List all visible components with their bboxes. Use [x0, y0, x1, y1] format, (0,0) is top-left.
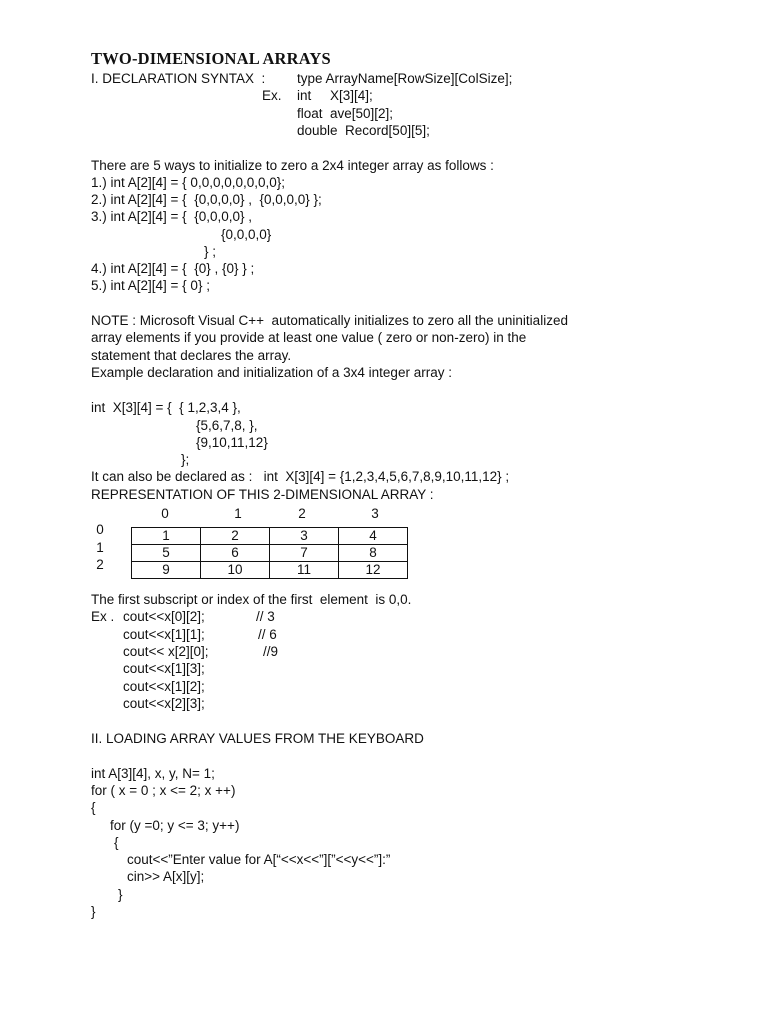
- example-code: int X[3][4] = { { 1,2,3,4 },: [91, 400, 241, 415]
- init-way: 1.) int A[2][4] = { 0,0,0,0,0,0,0,0};: [91, 175, 286, 190]
- table-cell: 8: [339, 545, 408, 562]
- column-index: 2: [298, 506, 306, 521]
- declaration-example: int X[3][4];: [297, 88, 373, 103]
- init-way-continued: } ;: [204, 244, 217, 259]
- column-index: 1: [234, 506, 242, 521]
- table-cell: 7: [270, 545, 339, 562]
- table-cell: 3: [270, 528, 339, 545]
- table-cell: 4: [339, 528, 408, 545]
- code-line: cout<<”Enter value for A[“<<x<<”][”<<y<<”]:”: [127, 852, 391, 867]
- table-cell: 2: [201, 528, 270, 545]
- note-text: array elements if you provide at least one value ( zero or non-zero) in the: [91, 330, 527, 345]
- example-label: Ex .: [91, 609, 115, 624]
- note-text: NOTE : Microsoft Visual C++ automatically initializes to zero all the uninitialized: [91, 313, 568, 328]
- example-code: {9,10,11,12}: [196, 435, 268, 450]
- init-way: 2.) int A[2][4] = { {0,0,0,0} , {0,0,0,0} };: [91, 192, 322, 207]
- code-line: {: [91, 800, 96, 815]
- example-code: {5,6,7,8, },: [196, 418, 258, 433]
- cout-line: cout<<x[1][1];: [123, 627, 205, 642]
- row-index: 2: [96, 557, 104, 572]
- code-line: }: [118, 887, 123, 902]
- table-cell: 9: [132, 562, 201, 579]
- init-way: 4.) int A[2][4] = { {0} , {0} } ;: [91, 261, 255, 276]
- section-heading: II. LOADING ARRAY VALUES FROM THE KEYBOARD: [91, 731, 424, 746]
- code-line: }: [91, 904, 96, 919]
- declaration-syntax: type ArrayName[RowSize][ColSize];: [297, 71, 513, 86]
- subscript-text: The first subscript or index of the first element is 0,0.: [91, 592, 412, 607]
- table-cell: 10: [201, 562, 270, 579]
- table-cell: 11: [270, 562, 339, 579]
- example-label: Ex.: [262, 88, 282, 103]
- init-intro: There are 5 ways to initialize to zero a 2x4 integer array as follows :: [91, 158, 494, 173]
- example-code: };: [181, 452, 190, 467]
- cout-line: cout<<x[0][2];: [123, 609, 205, 624]
- code-line: cin>> A[x][y];: [127, 869, 205, 884]
- page-title: TWO-DIMENSIONAL ARRAYS: [91, 49, 331, 68]
- code-line: for (y =0; y <= 3; y++): [110, 818, 240, 833]
- example-intro: Example declaration and initialization of a 3x4 integer array :: [91, 365, 452, 380]
- table-row: [132, 545, 408, 562]
- column-index: 3: [371, 506, 379, 521]
- note-text: statement that declares the array.: [91, 348, 292, 363]
- table-cell: 5: [132, 545, 201, 562]
- cout-line: cout<<x[1][3];: [123, 661, 205, 676]
- declaration-label: I. DECLARATION SYNTAX :: [91, 71, 266, 86]
- row-index: 0: [96, 522, 104, 537]
- declaration-example: float ave[50][2];: [297, 106, 394, 121]
- code-line: int A[3][4], x, y, N= 1;: [91, 766, 215, 781]
- init-way: 5.) int A[2][4] = { 0} ;: [91, 278, 210, 293]
- declaration-example: double Record[50][5];: [297, 123, 430, 138]
- alt-declaration: It can also be declared as : int X[3][4] = {1,2,3,4,5,6,7,8,9,10,11,12} ;: [91, 469, 510, 484]
- cout-line: cout<< x[2][0];: [123, 644, 209, 659]
- code-line: for ( x = 0 ; x <= 2; x ++): [91, 783, 236, 798]
- row-index: 1: [96, 540, 104, 555]
- table-cell: 1: [132, 528, 201, 545]
- table-cell: 12: [339, 562, 408, 579]
- code-comment: // 3: [256, 609, 275, 624]
- init-way-continued: {0,0,0,0}: [221, 227, 272, 242]
- column-index: 0: [161, 506, 169, 521]
- code-comment: // 6: [258, 627, 277, 642]
- cout-line: cout<<x[2][3];: [123, 696, 205, 711]
- representation-heading: REPRESENTATION OF THIS 2-DIMENSIONAL ARRAY :: [91, 487, 434, 502]
- init-way: 3.) int A[2][4] = { {0,0,0,0} ,: [91, 209, 252, 224]
- code-comment: //9: [263, 644, 279, 659]
- table-row: [132, 562, 408, 579]
- table-row: [132, 528, 408, 545]
- cout-line: cout<<x[1][2];: [123, 679, 205, 694]
- code-line: {: [114, 835, 119, 850]
- array-table: [131, 527, 408, 579]
- table-cell: 6: [201, 545, 270, 562]
